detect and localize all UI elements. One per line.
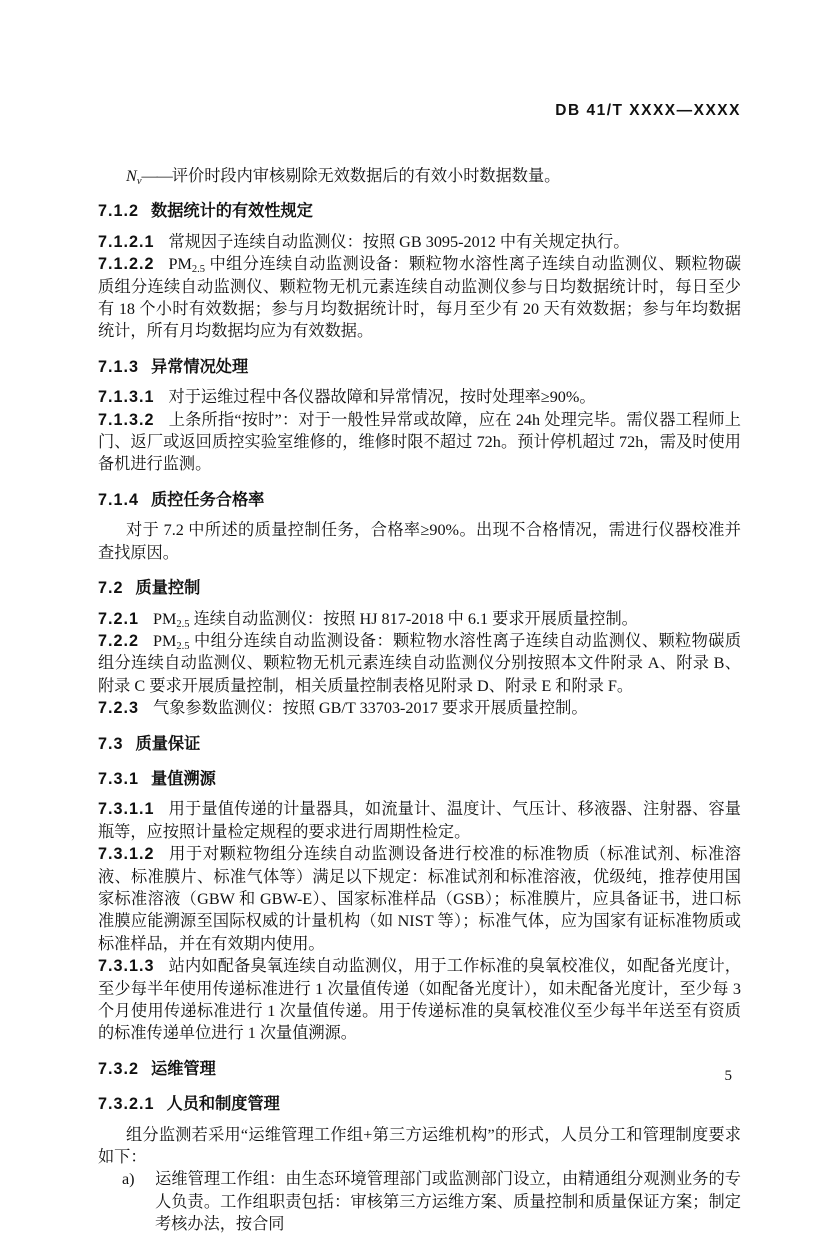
clause-number: 7.3.1.1 xyxy=(98,800,155,819)
clause-paragraph-7-1-2-2 xyxy=(98,253,741,343)
clause-paragraph-7-3-1-1 xyxy=(98,798,741,843)
definition-dash: —— xyxy=(141,167,172,185)
clause-number: 7.2.2 xyxy=(98,631,140,650)
pm-subscript: 2.5 xyxy=(191,264,206,276)
clause-title: 人员和制度管理 xyxy=(166,1095,280,1114)
list-item-text: 运维管理工作组：由生态环境管理部门或监测部门设立，由精通组分观测业务的专人负责。工作组职责包括：审核第三方运维方案、质量控制和质量保证方案；制定考核办法，按合同 xyxy=(155,1170,741,1234)
symbol-definition-line xyxy=(98,165,741,187)
list-item-label: a) xyxy=(122,1170,135,1189)
clause-paragraph-7-1-3-1 xyxy=(98,386,741,408)
clause-paragraph-7-3-1-3 xyxy=(98,955,741,1045)
clause-title: 异常情况处理 xyxy=(151,357,249,376)
clause-text: 用于对颗粒物组分连续自动监测设备进行校准的标准物质（标准试剂、标准溶液、标准膜片、标准气体等）满足以下规定：标准试剂和标准溶液，优级纯，推荐使用国家标准溶液（GBW 和 GBW-E）、国家标准样品（GSB）；标准膜片，应具备证书，进口标准膜应能溯源至国际权威的计量机构（如 NIST 等）；标准气体，应为国家有证标准物质或标准样品，并在有效期内使用。 xyxy=(98,845,741,953)
page-number: 5 xyxy=(724,1068,732,1084)
clause-text: 中组分连续自动监测设备：颗粒物水溶性离子连续自动监测仪、颗粒物碳质组分连续自动监测仪、颗粒物无机元素连续自动监测仪参与日均数据统计时，每日至少有 18 个小时有效数据；参与月均数据统计时，每月至少有 20 天有效数据；参与年均数据统计，所有月均数据均应为有效数据。 xyxy=(98,255,742,341)
list-item-a xyxy=(98,1168,741,1235)
clause-paragraph-7-2-3 xyxy=(98,697,741,719)
clause-title: 量值溯源 xyxy=(151,769,216,788)
clause-heading-7-1-3 xyxy=(98,356,741,378)
clause-paragraph-7-1-3-2 xyxy=(98,409,741,476)
clause-heading-7-1-4 xyxy=(98,489,741,511)
clause-heading-7-3 xyxy=(98,733,741,755)
clause-number: 7.3.1 xyxy=(98,769,140,788)
definition-text: 评价时段内审核剔除无效数据后的有效小时数据数量。 xyxy=(171,167,561,185)
clause-text: 中组分连续自动监测设备：颗粒物水溶性离子连续自动监测仪、颗粒物碳质组分连续自动监测仪、颗粒物无机元素连续自动监测仪分别按照本文件附录 A、附录 B、附录 C 要求开展质量控制，相关质量控制表格见附录 D、附录 E 和附录 F。 xyxy=(98,631,742,695)
clause-title: 数据统计的有效性规定 xyxy=(151,202,313,221)
clause-text: 上条所指“按时”：对于一般性异常或故障，应在 24h 处理完毕。需仪器工程师上门、返厂或返回质控实验室维修的，维修时限不超过 72h。预计停机超过 72h，需及时使用备机进行监测。 xyxy=(98,410,741,474)
clause-number: 7.1.3.2 xyxy=(98,410,155,429)
clause-number: 7.3.1.2 xyxy=(98,845,155,864)
clause-text: 对于 7.2 中所述的质量控制任务，合格率≥90%。出现不合格情况，需进行仪器校准并查找原因。 xyxy=(98,521,741,562)
clause-text: 常规因子连续自动监测仪：按照 GB 3095-2012 中有关规定执行。 xyxy=(168,232,630,251)
clause-number: 7.2.3 xyxy=(98,699,140,718)
pm-subscript: 2.5 xyxy=(176,640,190,652)
clause-number: 7.2.1 xyxy=(98,609,140,628)
intro-paragraph xyxy=(98,1124,741,1169)
clause-title: 质量控制 xyxy=(135,579,201,598)
clause-heading-7-3-2 xyxy=(98,1058,741,1080)
clause-title: 质量保证 xyxy=(135,734,201,753)
pm-label: PM xyxy=(153,631,177,650)
clause-paragraph-7-1-4-body xyxy=(98,519,741,564)
clause-text: 站内如配备臭氧连续自动监测仪，用于工作标准的臭氧校准仪，如配备光度计，至少每半年使用传递标准进行 1 次量值传递（如配备光度计），如未配备光度计，至少每 3 个月使用传递标准进行 1 次量值传递。用于传递标准的臭氧校准仪至少每半年送至有资质的标准传递单位进行 1 次量值溯源。 xyxy=(98,957,741,1043)
symbol-subscript-v: v xyxy=(136,176,142,187)
clause-title: 运维管理 xyxy=(151,1059,216,1078)
clause-paragraph-7-2-2 xyxy=(98,630,741,697)
clause-number: 7.1.3 xyxy=(98,357,140,376)
clause-heading-7-3-2-1 xyxy=(98,1093,741,1115)
clause-number: 7.3.1.3 xyxy=(98,957,155,976)
clause-number: 7.1.2 xyxy=(98,202,140,221)
clause-heading-7-1-2 xyxy=(98,200,741,222)
clause-paragraph-7-3-1-2 xyxy=(98,843,741,955)
clause-paragraph-7-1-2-1 xyxy=(98,231,741,253)
document-body xyxy=(98,165,741,1236)
clause-number: 7.2 xyxy=(98,579,124,598)
clause-title: 质控任务合格率 xyxy=(151,490,265,509)
clause-number: 7.1.2.1 xyxy=(98,232,155,251)
clause-number: 7.1.3.1 xyxy=(98,388,155,407)
document-code-header: DB 41/T XXXX—XXXX xyxy=(555,102,741,119)
clause-text: 组分监测若采用“运维管理工作组+第三方运维机构”的形式，人员分工和管理制度要求如下： xyxy=(98,1125,741,1167)
clause-text: 连续自动监测仪：按照 HJ 817-2018 中 6.1 要求开展质量控制。 xyxy=(193,609,638,628)
clause-text: 气象参数监测仪：按照 GB/T 33703-2017 要求开展质量控制。 xyxy=(153,699,588,718)
clause-number: 7.3 xyxy=(98,734,124,753)
pm-label: PM xyxy=(168,255,192,274)
clause-number: 7.3.2 xyxy=(98,1059,140,1078)
clause-text: 对于运维过程中各仪器故障和异常情况，按时处理率≥90%。 xyxy=(168,388,596,407)
pm-subscript: 2.5 xyxy=(176,618,190,630)
clause-paragraph-7-2-1 xyxy=(98,608,741,630)
clause-heading-7-3-1 xyxy=(98,768,741,790)
clause-heading-7-2 xyxy=(98,577,741,599)
clause-number: 7.1.2.2 xyxy=(98,255,155,274)
symbol-n: N xyxy=(126,167,137,185)
pm-label: PM xyxy=(153,609,177,628)
clause-number: 7.3.2.1 xyxy=(98,1095,155,1114)
clause-number: 7.1.4 xyxy=(98,490,140,509)
clause-text: 用于量值传递的计量器具，如流量计、温度计、气压计、移液器、注射器、容量瓶等，应按照计量检定规程的要求进行周期性检定。 xyxy=(98,800,741,841)
